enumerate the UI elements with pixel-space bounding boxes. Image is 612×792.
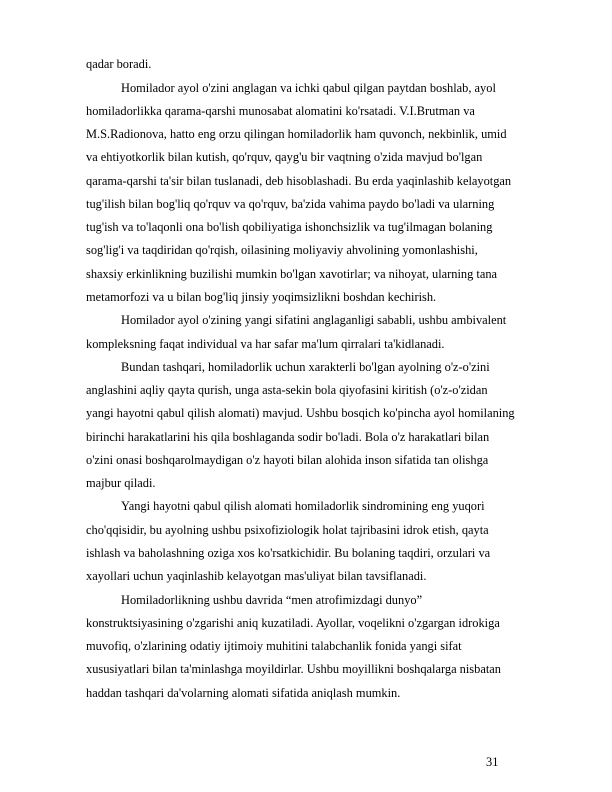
text-line: konstruktsiyasining o'zgarishi aniq kuzatiladi. Ayollar, voqelikni o'zgargan idrokiga	[86, 616, 500, 630]
text-line: tug'ilish bilan bog'liq qo'rquv va qo'rquv, ba'zida vahima paydo bo'ladi va ularning	[86, 197, 495, 211]
text-line: yangi hayotni qabul qilish alomati) mavjud. Ushbu bosqich ko'pincha ayol homilaning	[86, 406, 515, 420]
text-line: qarama-qarshi ta'sir bilan tuslanadi, deb hisoblashadi. Bu erda yaqinlashib kelayotgan	[86, 174, 512, 188]
text-line: ishlash va baholashning oziga xos ko'rsatkichidir. Bu bolaning taqdiri, orzulari va	[86, 546, 491, 560]
text-line: va ehtiyotkorlik bilan kutish, qo'rquv, qayg'u bir vaqtning o'zida mavjud bo'lgan	[86, 150, 483, 164]
text-line: xayollari uchun yaqinlashib kelayotgan mas'uliyat bilan tavsiflanadi.	[86, 569, 427, 583]
text-line: haddan tashqari da'volarning alomati sifatida aniqlash mumkin.	[86, 686, 401, 700]
text-line: sog'lig'i va taqdiridan qo'rqish, oilasining moliyaviy ahvolining yomonlashishi,	[86, 243, 478, 257]
text-line: kompleksning faqat individual va har safar ma'lum qirralari ta'kidlanadi.	[86, 337, 445, 351]
text-line: metamorfozi va u bilan bog'liq jinsiy yoqimsizlikni boshdan kechirish.	[86, 290, 437, 304]
text-line: Bundan tashqari, homiladorlik uchun xarakterli bo'lgan ayolning o'z-o'zini	[121, 360, 490, 374]
text-line: M.S.Radionova, hatto eng orzu qilingan homiladorlik ham quvonch, nekbinlik, umid	[86, 127, 507, 141]
text-line: majbur qiladi.	[86, 476, 156, 490]
text-line: muvofiq, o'zlarining odatiy ijtimoiy muhitini talabchanlik fonida yangi sifat	[86, 639, 462, 653]
text-line: o'zini onasi boshqarolmaydigan o'z hayoti bilan alohida inson sifatida tan olishga	[86, 453, 489, 467]
text-line: Homilador ayol o'zining yangi sifatini anglaganligi sababli, ushbu ambivalent	[121, 313, 507, 327]
text-line: tug'ish va to'laqonli ona bo'lish qobiliyatiga ishonchsizlik va tug'ilmagan bolaning	[86, 220, 493, 234]
text-line: xususiyatlari bilan ta'minlashga moyildirlar. Ushbu moyillikni boshqalarga nisbatan	[86, 662, 501, 676]
text-line: qadar boradi.	[86, 57, 152, 71]
text-line: shaxsiy erkinlikning buzilishi mumkin bo'lgan xavotirlar; va nihoyat, ularning tana	[86, 267, 498, 281]
text-line: Yangi hayotni qabul qilish alomati homiladorlik sindromining eng yuqori	[121, 499, 485, 513]
text-line: Homilador ayol o'zini anglagan va ichki qabul qilgan paytdan boshlab, ayol	[121, 81, 496, 95]
text-line: Homiladorlikning ushbu davrida “men atrofimizdagi dunyo”	[121, 593, 423, 607]
page-number: 31	[486, 755, 499, 769]
text-line: anglashini aqliy qayta qurish, unga asta-sekin bola qiyofasini kiritish (o'z-o'zidan	[86, 383, 488, 397]
text-line: birinchi harakatlarini his qila boshlaganda sodir bo'ladi. Bola o'z harakatlari bilan	[86, 430, 490, 444]
text-line: cho'qqisidir, bu ayolning ushbu psixofiziologik holat tajribasini idrok etish, qayta	[86, 523, 489, 537]
text-line: homiladorlikka qarama-qarshi munosabat alomatini ko'rsatadi. V.I.Brutman va	[86, 104, 475, 118]
